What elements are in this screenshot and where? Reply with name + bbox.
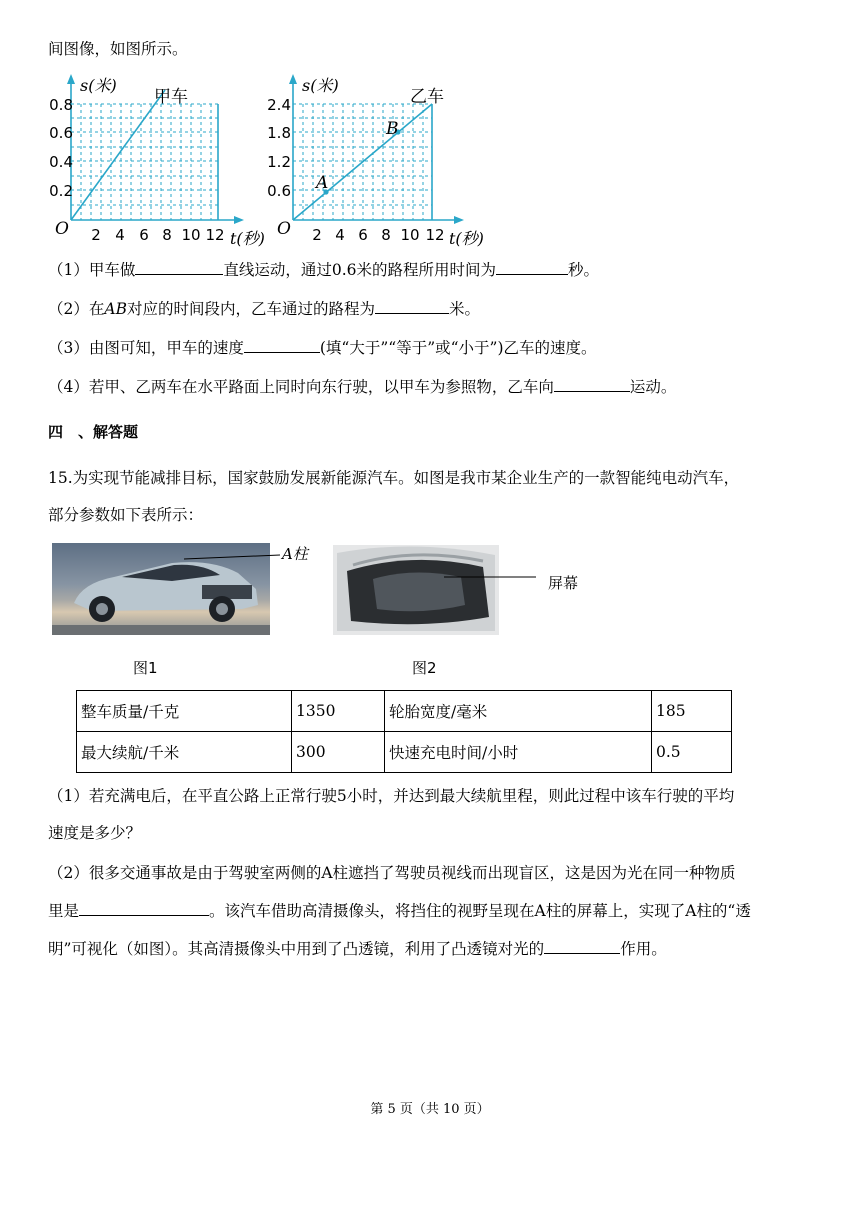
q14-p1-text-a: （1）甲车做 [48,261,136,279]
q14-p1-text-c: 秒。 [568,261,600,279]
car-interior-photo [333,545,499,635]
table-row [77,691,732,732]
graph-a-x-label: t(秒) [230,229,265,248]
graph-a-y-tick: 0.4 [49,153,73,171]
graph-b-point-b: B [386,119,399,139]
graph-b-x-label: t(秒) [449,229,484,248]
q15-sub2-text-c: 明”可视化（如图）。其高清摄像头中用到了凸透镜，利用了凸透镜对光的 [48,940,545,958]
q15-sub2-line1: （2）很多交通事故是由于驾驶室两侧的A柱遮挡了驾驶员视线而出现盲区，这是因为光在同一种物质 [48,864,736,882]
graph-a-origin: O [55,219,69,239]
table-cell: 轮胎宽度/毫米 [385,691,652,732]
graph-a-y-tick: 0.6 [49,124,73,142]
graph-car-b [262,72,502,254]
q14-p2-text-b: 对应的时间段内，乙车通过的路程为 [126,300,375,318]
q14-p4-text-b: 运动。 [629,378,677,396]
graph-car-a [40,72,265,254]
q14-p2-ab: AB [104,300,127,318]
answer-blank[interactable] [79,901,209,916]
graph-a-x-tick: 2 [91,226,101,244]
screen-label: 屏幕 [548,574,579,592]
section-title: 四 、解答题 [48,423,139,441]
graph-b-x-tick: 8 [381,226,391,244]
graph-a-y-label: s(米) [80,76,117,95]
answer-blank[interactable] [375,299,449,314]
graph-b-y-tick: 1.8 [267,124,291,142]
q14-p3-text-a: （3）由图可知，甲车的速度 [48,339,244,357]
a-pillar-label: A柱 [282,545,308,563]
q15-sub2-text-b: 。该汽车借助高清摄像头，将挡住的视野呈现在A柱的屏幕上，实现了A柱的“透 [209,902,751,920]
table-cell: 300 [292,732,385,773]
q14-part1 [48,259,599,281]
graph-b-line-label: 乙车 [410,87,444,107]
q14-p1-text-b: 直线运动，通过0.6米的路程所用时间为 [223,261,497,279]
q14-part4 [48,376,676,398]
graph-a-y-tick: 0.8 [49,96,73,114]
table-cell: 最大续航/千米 [77,732,292,773]
answer-blank[interactable] [496,260,568,275]
q15-sub2-line2 [48,900,751,922]
graph-b-y-tick: 0.6 [267,182,291,200]
q15-sub1-line2: 速度是多少？ [48,824,142,842]
graph-b-point-a: A [316,173,329,193]
table-row [77,732,732,773]
graph-b-x-tick: 12 [425,226,445,244]
a-pillar-pointer [180,545,282,565]
q15-sub2-text-a: 里是 [48,902,80,920]
answer-blank[interactable] [135,260,223,275]
graph-a-x-tick: 12 [205,226,225,244]
q14-p2-text-c: 米。 [448,300,480,318]
q14-p3-text-b: (填“大于”“等于”或“小于”)乙车的速度。 [319,339,597,357]
q15-intro-line1: 15.为实现节能减排目标，国家鼓励发展新能源汽车。如图是我市某企业生产的一款智能纯电动汽车， [48,469,740,487]
q14-part3 [48,337,597,359]
q14-p2-text-a: （2）在 [48,300,105,318]
graph-a-line-label: 甲车 [154,87,188,107]
table-cell: 整车质量/千克 [77,691,292,732]
q15-intro-line2: 部分参数如下表所示： [48,506,204,524]
graph-b-x-tick: 6 [358,226,368,244]
table-cell: 快速充电时间/小时 [385,732,652,773]
graph-b-x-tick: 10 [400,226,420,244]
car-parameters-table [76,690,732,773]
figure-2-caption: 图2 [412,659,437,677]
q14-part2 [48,298,480,320]
graph-a-x-tick: 8 [162,226,172,244]
graph-b-y-tick: 1.2 [267,153,291,171]
table-cell: 185 [652,691,732,732]
figure-1-caption: 图1 [133,659,158,677]
intro-text: 间图像，如图所示。 [48,40,188,58]
q14-p4-text-a: （4）若甲、乙两车在水平路面上同时向东行驶，以甲车为参照物，乙车向 [48,378,554,396]
table-cell: 0.5 [652,732,732,773]
q15-sub1-line1: （1）若充满电后，在平直公路上正常行驶5小时，并达到最大续航里程，则此过程中该车行驶的平均 [48,787,735,805]
graph-b-x-tick: 4 [335,226,345,244]
screen-pointer [440,570,540,584]
q15-sub2-line3 [48,938,667,960]
answer-blank[interactable] [554,377,630,392]
page-footer: 第 5 页（共 10 页） [370,1102,490,1117]
graph-b-x-tick: 2 [312,226,322,244]
graph-b-origin: O [277,219,291,239]
graph-a-x-tick: 10 [181,226,201,244]
graph-a-x-tick: 6 [139,226,149,244]
graph-a-x-tick: 4 [115,226,125,244]
table-cell: 1350 [292,691,385,732]
graph-a-y-tick: 0.2 [49,182,73,200]
graph-b-y-label: s(米) [302,76,339,95]
answer-blank[interactable] [544,939,620,954]
answer-blank[interactable] [244,338,320,353]
graph-b-y-tick: 2.4 [267,96,291,114]
q15-sub2-text-d: 作用。 [620,940,667,958]
